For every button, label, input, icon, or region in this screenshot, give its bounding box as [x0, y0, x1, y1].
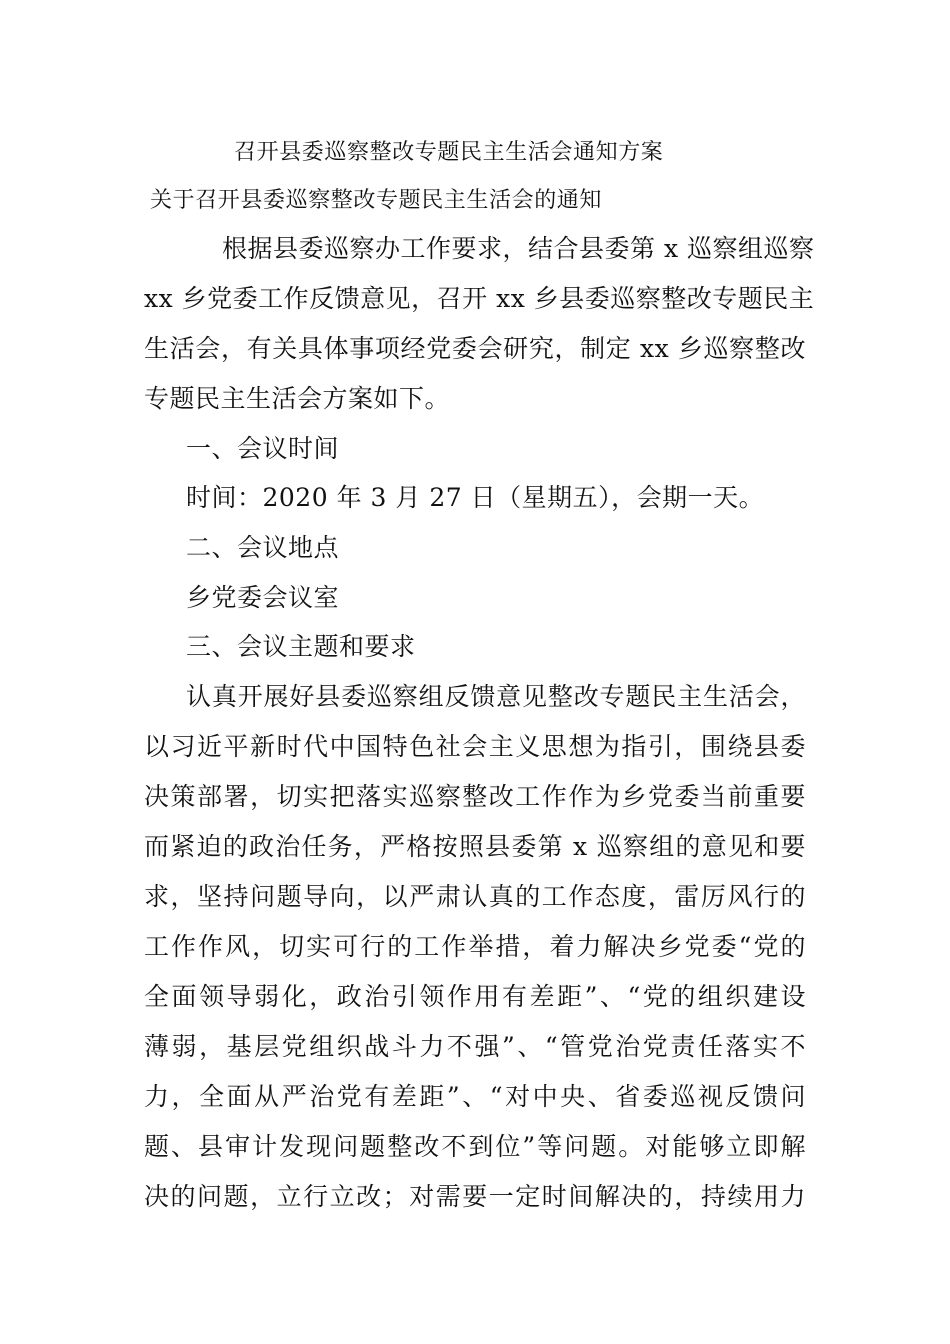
intro-line-1: 根据县委巡察办工作要求，结合县委第 x 巡察组巡察 — [222, 234, 815, 263]
section3-line-8: 薄弱，基层党组织战斗力不强”、“管党治党责任落实不 — [144, 1032, 806, 1061]
section3-line-10: 题、县审计发现问题整改不到位”等问题。对能够立即解 — [144, 1132, 806, 1161]
section3-line-7: 全面领导弱化，政治引领作用有差距”、“党的组织建设 — [144, 982, 806, 1011]
section3-line-11: 决的问题，立行立改；对需要一定时间解决的，持续用力 — [144, 1182, 806, 1211]
section3-heading: 三、会议主题和要求 — [186, 632, 416, 661]
meeting-time-text: 时间：2020 年 3 月 27 日（星期五），会期一天。 — [186, 483, 765, 512]
intro-line-4: 专题民主生活会方案如下。 — [144, 384, 451, 413]
section3-line-9: 力，全面从严治党有差距”、“对中央、省委巡视反馈问 — [144, 1082, 806, 1111]
intro-line-2: xx 乡党委工作反馈意见，召开 xx 乡县委巡察整改专题民主 — [144, 284, 815, 313]
section2-heading: 二、会议地点 — [186, 533, 340, 562]
document-title: 召开县委巡察整改专题民主生活会通知方案 — [234, 140, 664, 165]
section3-line-6: 工作作风，切实可行的工作举措，着力解决乡党委“党的 — [144, 932, 806, 961]
section3-line-3: 决策部署，切实把落实巡察整改工作作为乡党委当前重要 — [144, 782, 806, 811]
section1-heading: 一、会议时间 — [186, 434, 340, 463]
notice-subtitle: 关于召开县委巡察整改专题民主生活会的通知 — [150, 188, 603, 213]
meeting-location-text: 乡党委会议室 — [186, 583, 340, 612]
section3-line-5: 求，坚持问题导向，以严肃认真的工作态度，雷厉风行的 — [144, 882, 806, 911]
section3-line-2: 以习近平新时代中国特色社会主义思想为指引，围绕县委 — [144, 732, 806, 761]
section3-line-4: 而紧迫的政治任务，严格按照县委第 x 巡察组的意见和要 — [144, 832, 806, 861]
intro-line-3: 生活会，有关具体事项经党委会研究，制定 xx 乡巡察整改 — [144, 334, 806, 363]
section3-line-1: 认真开展好县委巡察组反馈意见整改专题民主生活会， — [186, 682, 806, 711]
